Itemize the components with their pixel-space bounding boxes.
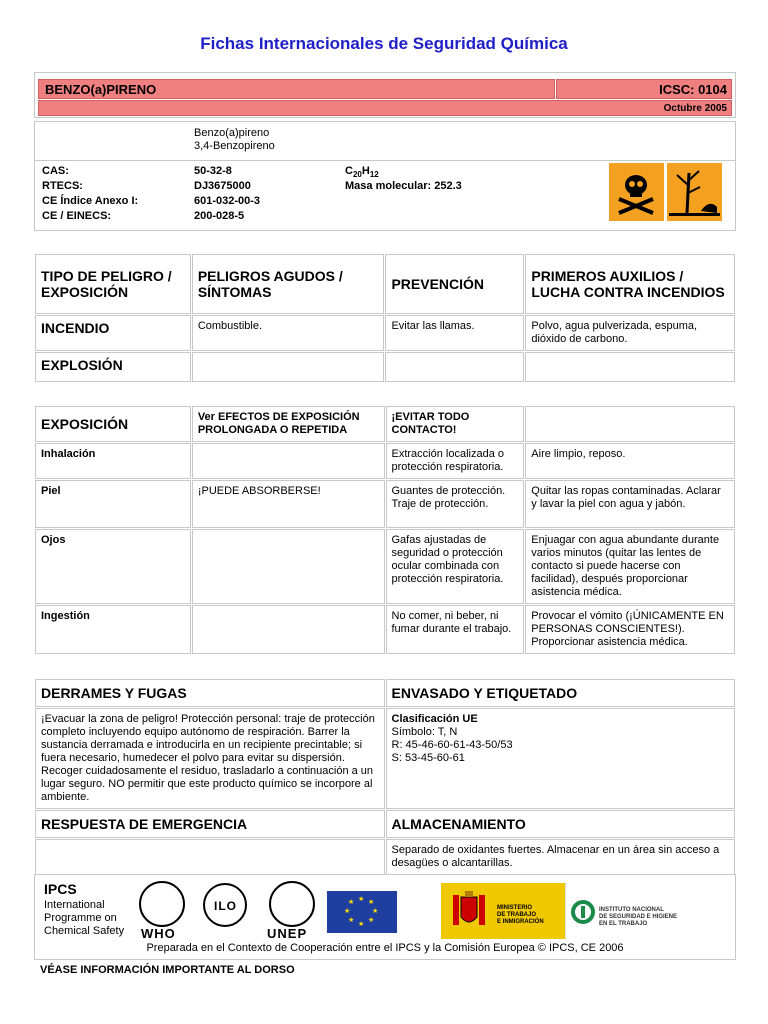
table-row [35,315,735,351]
ipcs-subtitle: International Programme on Chemical Safety [44,899,125,937]
header-prevention: PREVENCIÓN [385,254,524,314]
row-prevention: Guantes de protección. Traje de protección. [386,480,525,528]
header-hazard-type: TIPO DE PELIGRO / EXPOSICIÓN [35,254,191,314]
icsc-number: ICSC: 0104 [556,79,732,99]
table-row [35,480,735,528]
ilo-label: ILO [214,899,237,913]
molar-mass: Masa molecular: 252.3 [345,180,462,192]
table-row [35,529,735,604]
row-type: INCENDIO [35,315,191,351]
who-logo-icon [139,881,185,927]
eu-flag-icon: ★ ★ ★ ★ ★ ★ ★ ★ [327,891,397,933]
substance-header [34,72,736,118]
sheet-date: Octubre 2005 [38,100,732,116]
divider [35,160,735,161]
cas-label: CAS: [42,165,69,177]
page-title: Fichas Internacionales de Seguridad Química [200,34,568,53]
row-prevention [385,352,524,382]
row-prevention: No comer, ni beber, ni fumar durante el trabajo. [386,605,525,654]
synonyms: Benzo(a)pireno 3,4-Benzopireno [194,127,275,152]
packaging-content [386,708,736,809]
packaging-symbol: Símbolo: T, N [391,726,458,738]
storage-text: Separado de oxidantes fuertes. Almacenar en un área sin acceso a desagües o alcantarillas. [386,839,736,875]
table-row [35,352,735,382]
spills-storage-table [34,678,736,876]
ministerio-logo [441,883,565,939]
exposure-table [34,405,736,655]
substance-name: BENZO(a)PIRENO [38,79,555,99]
header-exposure: EXPOSICIÓN [35,406,191,442]
table-row [35,605,735,654]
header-exposure-prevention: ¡EVITAR TODO CONTACTO! [386,406,525,442]
who-label: WHO [141,926,176,941]
header-first-aid: PRIMEROS AUXILIOS / LUCHA CONTRA INCENDIOS [525,254,735,314]
ipcs-title: IPCS [44,881,77,897]
row-type: EXPLOSIÓN [35,352,191,382]
row-prevention: Evitar las llamas. [385,315,524,351]
organization-logos [34,874,736,960]
header-acute: PELIGROS AGUDOS / SÍNTOMAS [192,254,385,314]
unep-logo-icon [269,881,315,927]
spills-text: ¡Evacuar la zona de peligro! Protección personal: traje de protección completo incluyendo equipo autónomo de respiración. Barrer la sustancia derramada e introducirla en un recipiente precintable; si fuera necesario, humedecer el polvo para evitar su dispersión. Recoger cuidadosamente el residuo, trasladarlo a continuación a un lugar seguro. NO permitir que este producto químico se incorpore al ambiente. [35,708,385,809]
row-acute: ¡PUEDE ABSORBERSE! [192,480,385,528]
row-first-aid [525,352,735,382]
table-row [35,443,735,479]
toxic-skull-icon [609,163,664,221]
insht-logo-icon [570,899,596,925]
rtecs-label: RTECS: [42,180,83,192]
einecs-value: 200-028-5 [194,210,245,222]
ce-index-label: CE Índice Anexo I: [42,195,139,207]
molecular-formula: $C_{20}H_{12}$ [345,165,379,180]
instituto-label: INSTITUTO NACIONAL DE SEGURIDAD E HIGIENE EN EL TRABAJO [599,907,678,927]
environment-hazard-icon [667,163,722,221]
row-first-aid: Aire limpio, reposo. [525,443,735,479]
row-first-aid: Polvo, agua pulverizada, espuma, dióxido de carbono. [525,315,735,351]
row-first-aid: Quitar las ropas contaminadas. Aclarar y lavar la piel con agua y jabón. [525,480,735,528]
hazards-table [34,253,736,383]
footer-note: VÉASE INFORMACIÓN IMPORTANTE AL DORSO [40,964,295,976]
row-prevention: Extracción localizada o protección respiratoria. [386,443,525,479]
row-type: Ingestión [35,605,191,654]
row-first-aid: Provocar el vómito (¡ÚNICAMENTE EN PERSONAS CONSCIENTES!). Proporcionar asistencia médica. [525,605,735,654]
row-acute: Combustible. [192,315,385,351]
packaging-title: ENVASADO Y ETIQUETADO [386,679,736,707]
row-acute [192,529,385,604]
instituto-logo [565,883,677,939]
row-type: Inhalación [35,443,191,479]
rtecs-value: DJ3675000 [194,180,251,192]
packaging-s-phrases: S: 53-45-60-61 [391,752,465,764]
packaging-subtitle: Clasificación UE [391,713,478,725]
emergency-title: RESPUESTA DE EMERGENCIA [35,810,385,838]
packaging-r-phrases: R: 45-46-60-61-43-50/53 [391,739,513,751]
header-exposure-acute: Ver EFECTOS DE EXPOSICIÓN PROLONGADA O REPETIDA [192,406,385,442]
cas-value: 50-32-8 [194,165,232,177]
identity-block [34,121,736,231]
storage-title: ALMACENAMIENTO [386,810,736,838]
row-first-aid: Enjuagar con agua abundante durante varios minutos (quitar las lentes de contacto si puede hacerse con facilidad), después proporcionar asistencia médica. [525,529,735,604]
ministerio-label: MINISTERIO DE TRABAJO E INMIGRACIÓN [497,905,544,925]
unep-label: UNEP [267,926,308,941]
row-acute [192,352,385,382]
spain-coat-of-arms-icon [449,889,489,933]
spills-title: DERRAMES Y FUGAS [35,679,385,707]
row-acute [192,605,385,654]
prepared-note: Preparada en el Contexto de Cooperación entre el IPCS y la Comisión Europea © IPCS, CE 2006 [146,942,624,954]
row-type: Piel [35,480,191,528]
emergency-text [35,839,385,875]
header-exposure-first-aid [525,406,735,442]
ce-index-value: 601-032-00-3 [194,195,261,207]
row-type: Ojos [35,529,191,604]
row-acute [192,443,385,479]
einecs-label: CE / EINECS: [42,210,112,222]
row-prevention: Gafas ajustadas de seguridad o protección ocular combinada con protección respiratoria. [386,529,525,604]
